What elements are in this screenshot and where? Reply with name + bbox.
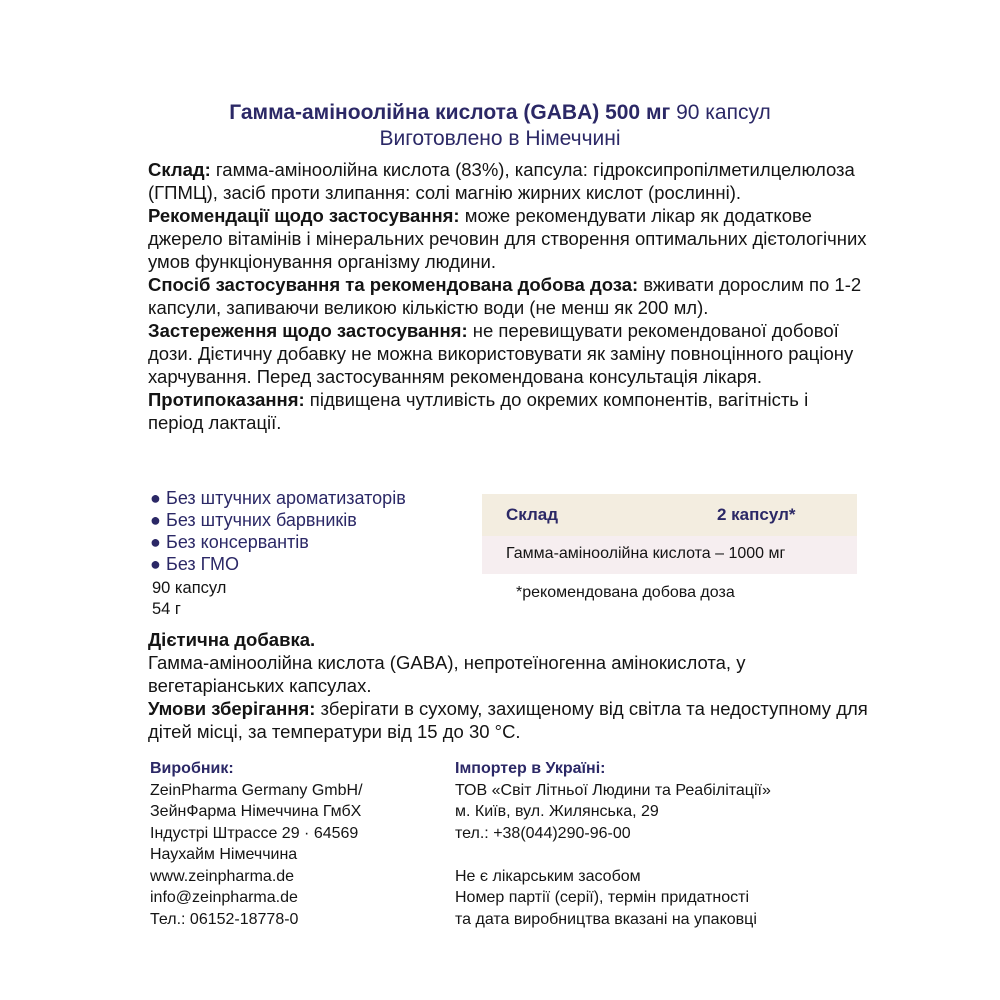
composition-header-dose: 2 капсул* bbox=[717, 505, 796, 524]
product-header bbox=[140, 100, 860, 152]
product-title-bold: Гамма-аміноолійна кислота (GABA) 500 мг bbox=[229, 101, 671, 124]
contraindications-paragraph bbox=[148, 388, 868, 434]
importer-line: ТОВ «Світ Літньої Людини та Реабілітації» bbox=[455, 781, 771, 799]
bullet-icon: ● bbox=[150, 532, 161, 552]
net-weight: 54 г bbox=[152, 600, 181, 618]
importer-spacer bbox=[455, 844, 855, 866]
recommendations-paragraph bbox=[148, 204, 868, 273]
composition-footnote: *рекомендована добова доза bbox=[516, 584, 735, 601]
manufacturer-line: ZeinPharma Germany GmbH/ bbox=[150, 781, 363, 799]
feature-item bbox=[150, 487, 470, 509]
importer-note: Не є лікарським засобом bbox=[455, 867, 641, 885]
manufacturer-line: Індустрі Штрассе 29 · 64569 bbox=[150, 824, 359, 842]
supplement-title-text: Дієтична добавка. bbox=[148, 629, 316, 650]
importer-block bbox=[455, 758, 855, 930]
warnings-paragraph bbox=[148, 319, 868, 388]
product-title bbox=[140, 100, 860, 126]
manufacturer-line: ЗейнФарма Німеччина ГмбХ bbox=[150, 803, 362, 820]
importer-heading: Імпортер в Україні: bbox=[455, 760, 606, 777]
supplement-info bbox=[148, 628, 868, 743]
composition-label: Склад: bbox=[148, 159, 211, 180]
manufacturer-email: info@zeinpharma.de bbox=[150, 889, 298, 906]
pack-info bbox=[152, 578, 226, 620]
manufacturer-block bbox=[150, 758, 440, 930]
manufacturer-phone: Тел.: 06152-18778-0 bbox=[150, 910, 299, 928]
made-in-label: Виготовлено в Німеччині bbox=[379, 127, 621, 150]
contraindications-text: підвищена чутливість до окремих компонентів, вагітність і період лактації. bbox=[148, 389, 809, 433]
contraindications-label: Протипоказання: bbox=[148, 389, 305, 410]
importer-phone: тел.: +38(044)290-96-00 bbox=[455, 824, 631, 842]
storage-label: Умови зберігання: bbox=[148, 698, 316, 719]
storage-text: зберігати в сухому, захищеному від світла та недоступному для дітей місці, за температури від 15 до 30 °C. bbox=[148, 698, 868, 742]
feature-label: Без ГМО bbox=[166, 554, 240, 574]
feature-list bbox=[150, 487, 470, 575]
bullet-icon: ● bbox=[150, 510, 161, 530]
bullet-icon: ● bbox=[150, 488, 161, 508]
recommendations-text: може рекомендувати лікар як додаткове джерело вітамінів і мінеральних речовин для створення оптимальних дієтологічних умов функціонування організму людини. bbox=[148, 205, 867, 272]
composition-table bbox=[482, 494, 857, 602]
bullet-icon: ● bbox=[150, 554, 161, 574]
warnings-label: Застереження щодо застосування: bbox=[148, 320, 468, 341]
composition-table-row bbox=[482, 536, 857, 574]
composition-table-header bbox=[482, 494, 857, 536]
manufacturer-website: www.zeinpharma.de bbox=[150, 867, 295, 885]
feature-label: Без штучних барвників bbox=[166, 510, 357, 530]
storage-paragraph bbox=[148, 697, 868, 743]
manufacturer-heading: Виробник: bbox=[150, 760, 234, 777]
feature-item bbox=[150, 531, 470, 553]
warnings-text: не перевищувати рекомендованої добової дози. Дієтичну добавку не можна використовувати як заміну повноцінного раціону харчування. Перед застосуванням рекомендована консультація лікаря. bbox=[148, 320, 854, 387]
dosage-text: вживати дорослим по 1-2 капсули, запиваючи великою кількістю води (не менш як 200 мл). bbox=[148, 274, 862, 318]
capsule-count: 90 капсул bbox=[152, 579, 227, 597]
composition-row-value: Гамма-аміноолійна кислота – 1000 мг bbox=[506, 545, 786, 562]
feature-label: Без консервантів bbox=[166, 532, 309, 552]
composition-header-ingredient: Склад bbox=[506, 505, 559, 524]
recommendations-label: Рекомендації щодо застосування: bbox=[148, 205, 460, 226]
supplement-description: Гамма-аміноолійна кислота (GABA), непротеїногенна амінокислота, у вегетаріанських капсулах. bbox=[148, 652, 746, 696]
composition-text: гамма-аміноолійна кислота (83%), капсула: гідроксипропілметилцелюлоза (ГПМЦ), засіб проти злипання: солі магнію жирних кислот (рослинні). bbox=[148, 159, 855, 203]
importer-line: м. Київ, вул. Жилянська, 29 bbox=[455, 803, 659, 820]
importer-note: та дата виробництва вказані на упаковці bbox=[455, 910, 757, 928]
feature-item bbox=[150, 553, 470, 575]
feature-item bbox=[150, 509, 470, 531]
product-title-rest: 90 капсул bbox=[670, 101, 771, 124]
product-description bbox=[148, 158, 868, 434]
manufacturer-line: Наухайм Німеччина bbox=[150, 846, 298, 863]
feature-label: Без штучних ароматизаторів bbox=[166, 488, 406, 508]
composition-paragraph bbox=[148, 158, 868, 204]
dosage-label: Спосіб застосування та рекомендована добова доза: bbox=[148, 274, 639, 295]
dosage-paragraph bbox=[148, 273, 868, 319]
importer-note: Номер партії (серії), термін придатності bbox=[455, 889, 750, 906]
supplement-title bbox=[148, 628, 868, 651]
